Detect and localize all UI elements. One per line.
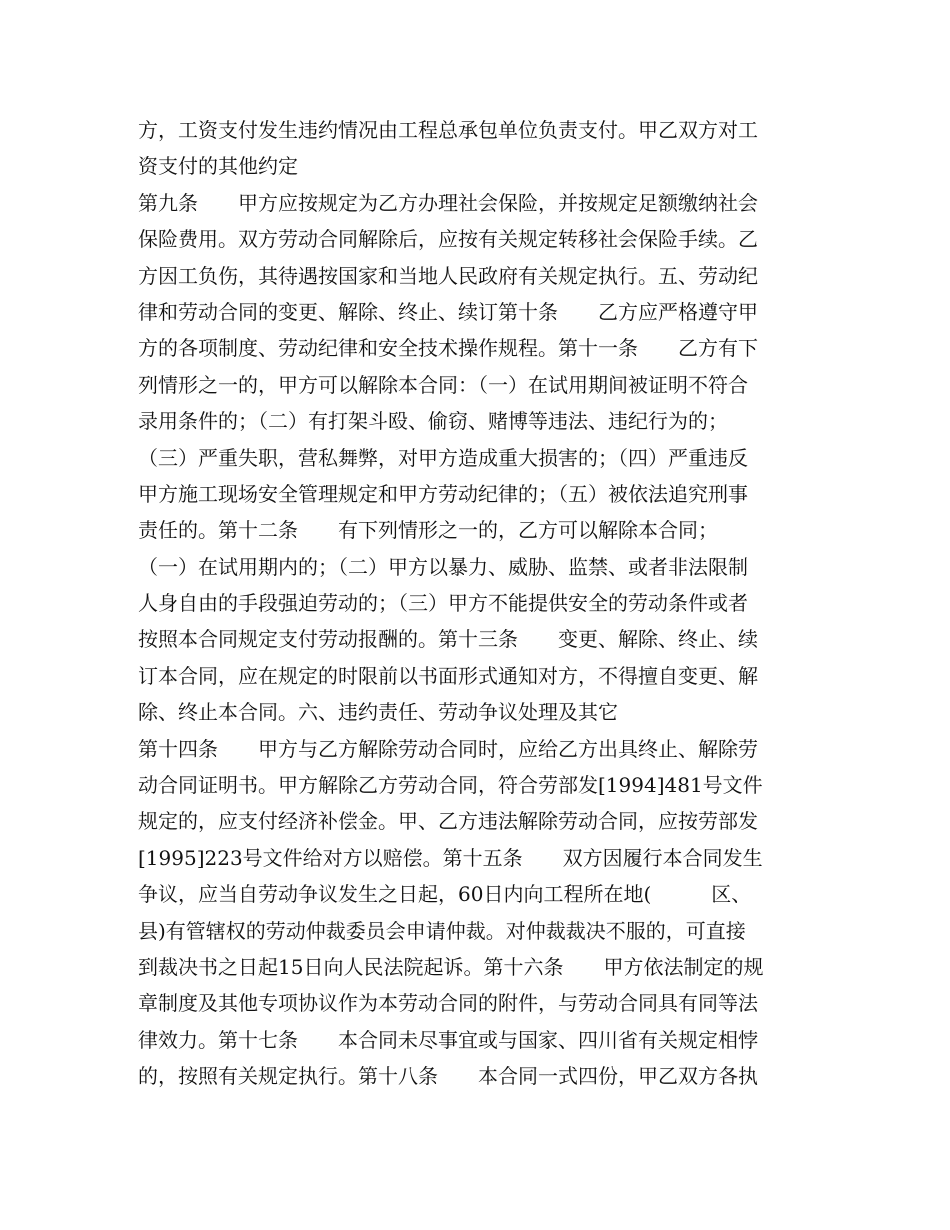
text-line: 资支付的其他约定	[138, 154, 298, 179]
text-line: （三）严重失职，营私舞弊，对甲方造成重大损害的；（四）严重违反	[138, 445, 748, 470]
text-line: 责任的。第十二条 有下列情形之一的，乙方可以解除本合同；	[138, 518, 718, 543]
text-line: [1995]223号文件给对方以赔偿。第十五条 双方因履行本合同发生	[138, 845, 763, 870]
text-line: 动合同证明书。甲方解除乙方劳动合同，符合劳部发[1994]481号文件	[138, 773, 763, 798]
text-line: 按照本合同规定支付劳动报酬的。第十三条 变更、解除、终止、续	[138, 627, 758, 652]
text-line: 列情形之一的，甲方可以解除本合同：（一）在试用期间被证明不符合	[138, 372, 748, 397]
text-line: 第九条 甲方应按规定为乙方办理社会保险，并按规定足额缴纳社会	[138, 190, 758, 215]
text-line: （一）在试用期内的；（二）甲方以暴力、威胁、监禁、或者非法限制	[138, 554, 748, 579]
contract-body-text	[138, 112, 818, 1095]
text-line: 录用条件的；（二）有打架斗殴、偷窃、赌博等违法、违纪行为的；	[138, 409, 728, 434]
text-line: 第十四条 甲方与乙方解除劳动合同时，应给乙方出具终止、解除劳	[138, 736, 758, 761]
text-line: 方因工负伤，其待遇按国家和当地人民政府有关规定执行。五、劳动纪	[138, 263, 758, 288]
text-line: 人身自由的手段强迫劳动的；（三）甲方不能提供安全的劳动条件或者	[138, 591, 748, 616]
text-line: 章制度及其他专项协议作为本劳动合同的附件，与劳动合同具有同等法	[138, 991, 758, 1016]
text-line: 保险费用。双方劳动合同解除后，应按有关规定转移社会保险手续。乙	[138, 227, 758, 252]
text-line: 律效力。第十七条 本合同未尽事宜或与国家、四川省有关规定相悖	[138, 1027, 758, 1052]
text-line: 到裁决书之日起15日向人民法院起诉。第十六条 甲方依法制定的规	[138, 954, 764, 979]
text-line: 争议，应当自劳动争议发生之日起，60日内向工程所在地( 区、	[138, 882, 752, 907]
text-line: 律和劳动合同的变更、解除、终止、续订第十条 乙方应严格遵守甲	[138, 299, 758, 324]
text-line: 的，按照有关规定执行。第十八条 本合同一式四份，甲乙双方各执	[138, 1064, 758, 1089]
text-line: 方的各项制度、劳动纪律和安全技术操作规程。第十一条 乙方有下	[138, 336, 758, 361]
text-line: 规定的，应支付经济补偿金。甲、乙方违法解除劳动合同，应按劳部发	[138, 809, 758, 834]
text-line: 方，工资支付发生违约情况由工程总承包单位负责支付。甲乙双方对工	[138, 118, 758, 142]
text-line: 订本合同，应在规定的时限前以书面形式通知对方，不得擅自变更、解	[138, 663, 758, 688]
text-line: 甲方施工现场安全管理规定和甲方劳动纪律的；（五）被依法追究刑事	[138, 481, 748, 506]
text-line: 除、终止本合同。六、违约责任、劳动争议处理及其它	[138, 700, 618, 725]
text-line: 县)有管辖权的劳动仲裁委员会申请仲裁。对仲裁裁决不服的，可直接	[138, 918, 746, 943]
